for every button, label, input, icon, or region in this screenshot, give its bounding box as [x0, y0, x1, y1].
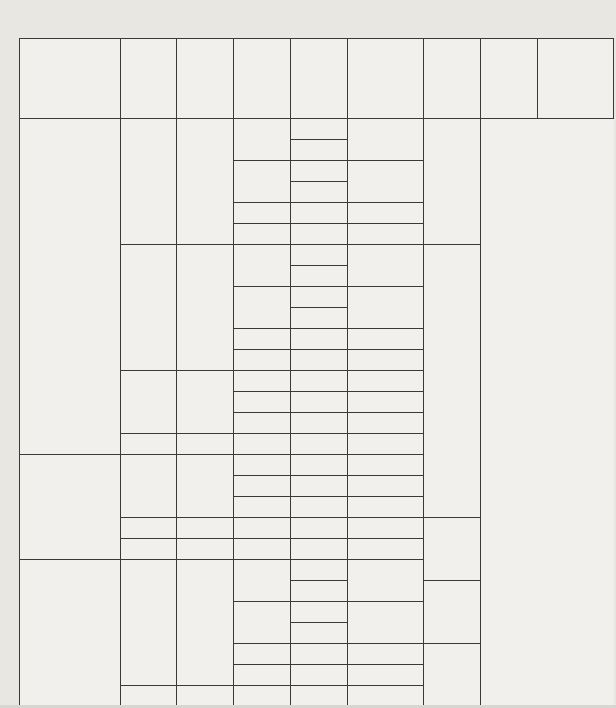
table-row: [20, 560, 614, 581]
min-pressure-cell: [348, 287, 424, 329]
install-mode-cell: [291, 413, 348, 434]
install-mode-cell: [291, 539, 348, 560]
header-min-pressure: [348, 39, 424, 119]
install-mode-cell: [291, 350, 348, 371]
header-max-storage-height: [177, 39, 234, 119]
storage-height-cell: [177, 686, 234, 707]
install-mode-cell: [291, 182, 348, 203]
min-pressure-cell: [348, 413, 424, 434]
ceiling-height-cell: [121, 371, 177, 434]
storage-category-cell: [20, 119, 121, 455]
storage-category-cell: [20, 455, 121, 560]
install-mode-cell: [291, 644, 348, 665]
min-pressure-cell: [348, 497, 424, 518]
k-factor-cell: [234, 287, 291, 329]
storage-category-cell: [20, 560, 121, 707]
header-k-factor: [234, 39, 291, 119]
header-min-spacing: [481, 39, 538, 119]
install-mode-cell: [291, 686, 348, 707]
install-mode-cell: [291, 581, 348, 602]
storage-height-cell: [177, 434, 234, 455]
header-row: [20, 39, 614, 119]
install-mode-cell: [291, 371, 348, 392]
storage-height-cell: [177, 539, 234, 560]
storage-height-cell: [177, 371, 234, 434]
min-pressure-cell: [348, 434, 424, 455]
ceiling-height-cell: [121, 560, 177, 686]
install-mode-cell: [291, 518, 348, 539]
header-max-ceiling-height: [121, 39, 177, 119]
install-mode-cell: [291, 203, 348, 224]
k-factor-cell: [234, 350, 291, 371]
install-mode-cell: [291, 476, 348, 497]
k-factor-cell: [234, 245, 291, 287]
k-factor-cell: [234, 161, 291, 203]
min-pressure-cell: [348, 371, 424, 392]
header-open-heads: [538, 39, 614, 119]
install-mode-cell: [291, 266, 348, 287]
storage-height-cell: [177, 455, 234, 518]
min-pressure-cell: [348, 245, 424, 287]
min-pressure-cell: [348, 644, 424, 665]
min-pressure-cell: [348, 518, 424, 539]
install-mode-cell: [291, 560, 348, 581]
min-pressure-cell: [348, 539, 424, 560]
ceiling-height-cell: [121, 245, 177, 371]
min-pressure-cell: [348, 119, 424, 161]
k-factor-cell: [234, 392, 291, 413]
install-mode-cell: [291, 623, 348, 644]
k-factor-cell: [234, 329, 291, 350]
header-max-spacing: [424, 39, 481, 119]
max-spacing-cell: [424, 644, 481, 707]
install-mode-cell: [291, 392, 348, 413]
install-mode-cell: [291, 308, 348, 329]
table-title: [72, 4, 612, 32]
install-mode-cell: [291, 665, 348, 686]
install-mode-cell: [291, 119, 348, 140]
k-factor-cell: [234, 413, 291, 434]
k-factor-cell: [234, 539, 291, 560]
k-factor-cell: [234, 476, 291, 497]
k-factor-cell: [234, 560, 291, 602]
k-factor-cell: [234, 371, 291, 392]
min-pressure-cell: [348, 476, 424, 497]
install-mode-cell: [291, 329, 348, 350]
k-factor-cell: [234, 434, 291, 455]
table-row: [20, 119, 614, 140]
k-factor-cell: [234, 455, 291, 476]
storage-height-cell: [177, 560, 234, 686]
install-mode-cell: [291, 245, 348, 266]
max-spacing-cell: [424, 119, 481, 245]
min-pressure-cell: [348, 665, 424, 686]
install-mode-cell: [291, 602, 348, 623]
min-pressure-cell: [348, 329, 424, 350]
install-mode-cell: [291, 434, 348, 455]
max-spacing-cell: [424, 518, 481, 581]
k-factor-cell: [234, 119, 291, 161]
min-pressure-cell: [348, 602, 424, 644]
ceiling-height-cell: [121, 686, 177, 707]
min-pressure-cell: [348, 350, 424, 371]
ceiling-height-cell: [121, 119, 177, 245]
ceiling-height-cell: [121, 455, 177, 518]
min-pressure-cell: [348, 203, 424, 224]
k-factor-cell: [234, 497, 291, 518]
ceiling-height-cell: [121, 434, 177, 455]
design-parameters-table: [19, 38, 614, 707]
min-pressure-cell: [348, 560, 424, 602]
install-mode-cell: [291, 224, 348, 245]
k-factor-cell: [234, 665, 291, 686]
install-mode-cell: [291, 140, 348, 161]
table-body: [20, 119, 614, 707]
storage-height-cell: [177, 518, 234, 539]
install-mode-cell: [291, 455, 348, 476]
storage-height-cell: [177, 119, 234, 245]
min-pressure-cell: [348, 686, 424, 707]
k-factor-cell: [234, 644, 291, 665]
ceiling-height-cell: [121, 539, 177, 560]
k-factor-cell: [234, 203, 291, 224]
max-spacing-cell: [424, 245, 481, 518]
min-pressure-cell: [348, 224, 424, 245]
table-row: [20, 455, 614, 476]
install-mode-cell: [291, 497, 348, 518]
install-mode-cell: [291, 287, 348, 308]
header-install-mode: [291, 39, 348, 119]
k-factor-cell: [234, 602, 291, 644]
header-storage-category: [20, 39, 121, 119]
storage-height-cell: [177, 245, 234, 371]
k-factor-cell: [234, 686, 291, 707]
min-pressure-cell: [348, 161, 424, 203]
min-pressure-cell: [348, 455, 424, 476]
k-factor-cell: [234, 224, 291, 245]
k-factor-cell: [234, 518, 291, 539]
min-pressure-cell: [348, 392, 424, 413]
ceiling-height-cell: [121, 518, 177, 539]
install-mode-cell: [291, 161, 348, 182]
max-spacing-cell: [424, 581, 481, 644]
